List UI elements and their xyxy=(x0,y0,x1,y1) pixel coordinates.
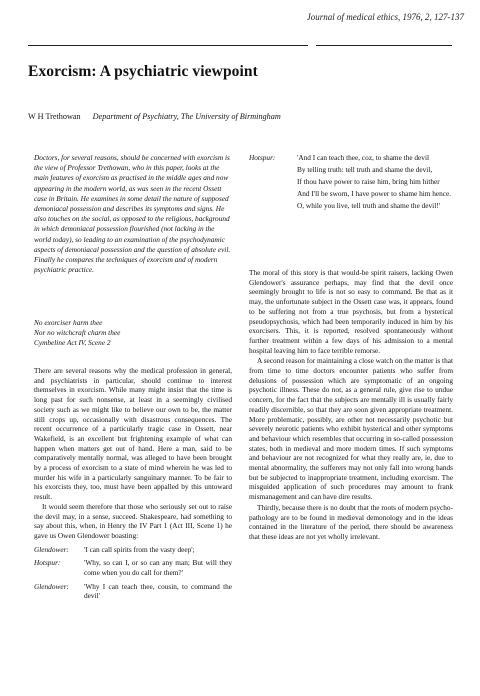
dialogue-line xyxy=(34,545,232,555)
play-quote xyxy=(249,153,453,212)
dialogue-text: 'Why I can teach thee, cousin, to command the devil' xyxy=(84,581,232,601)
abstract: Doctors, for several reasons, should be concerned with exorcism is the view of Professor Trethowan, who in this paper, looks at the main features of exorcism as practised in the middle ages and now appearing in the modern world, as was seen in the recent Ossett case in Britain. He examines in some detail the nature of supposed demoniacal possession and describes its symptoms and signs. He also touches on the social, as opposed to the religious, background in which demoniacal possession flourished (not lacking in the world today), so leading to an examination of the psychodynamic aspects of demoniacal possession and the question of absolute evil. Finally he compares the techniques of exorcism and of modern psychiatric practice. xyxy=(34,153,231,275)
author-name: W H Trethowan xyxy=(28,112,81,121)
epigraph-line: No exorciser harm thee xyxy=(34,318,103,327)
epigraph xyxy=(34,318,232,347)
dialogue-text: 'I can call spirits from the vasty deep'; xyxy=(84,544,195,554)
play-line: And I'll be sworn, I have power to shame him hence. xyxy=(297,188,452,198)
header-rule-right xyxy=(316,45,452,46)
dialogue-line xyxy=(34,582,232,601)
journal-citation: Journal of medical ethics, 1976, 2, 127-137 xyxy=(306,12,464,22)
play-line: By telling truth: tell truth and shame the devil, xyxy=(297,164,433,174)
dialogue-speaker: Hotspur: xyxy=(34,558,61,568)
dialogue-speaker: Hotspur: xyxy=(249,153,276,162)
play-line: O, while you live, tell truth and shame the devil!' xyxy=(297,200,440,210)
paragraph: It would seem therefore that those who seriously set out to raise the devil may, in a sense, succeed. Shakespeare, had something to say about this, when, in Henry the IV Part 1 (Act III, Scene 1) he gave us Owen Glendower boasting: xyxy=(34,501,232,540)
paragraph: The moral of this story is that would-be spirit raisers, lacking Owen Glendower's assurance perhaps, may find that the devil once seemingly brought to life is not so easy to command. Be that as it may, the unfortunate subject in the Ossett case was, it appears, found to be suffering not from a true psychosis, but from a hysterical pseudopsychosis, which had been temporarily induced in him by his exorcisers. This, it is reported, resolved spontaneously without further treatment within a few days of his admission to a mental hospital leaving him to face terrible remorse. xyxy=(249,268,453,355)
paragraph: Thirdly, because there is no doubt that the roots of modern psycho-pathology are to be found in medieval demonology and in the ideas contained in the literature of the period, there should be awareness that these ideas are not yet wholly irrelevant. xyxy=(249,502,453,541)
dialogue-speaker: Glendower: xyxy=(34,581,69,591)
dialogue-text: 'Why, so can I, or so can any man; But will they come when you do call for them?' xyxy=(84,558,232,578)
paragraph: A second reason for maintaining a close watch on the matter is that from time to time doctors encounter patients who suffer from delusions of possession which are symptomatic of an ongoing psychotic illness. These do not, as a general rule, give rise to undue concern, for the fact that the subjects are mentally ill is usually fairly readily discernible, so that they are soon given appropriate treatment. More problematic, possibly, are other not necessarily psychotic but severely neurotic patients who exhibit hysterical and other symptoms and behaviour which resembles that occurring in so-called possession states, both in medieval and more modern times. If such symptoms and behaviour are not recognized for what they really are, ie, due to mental abnormality, the sufferers may not only fall into wrong hands but be subjected to inappropriate treatment, including exorcism. The misguided application of such procedures may amount to frank mismanagement and can have dire results. xyxy=(249,356,453,502)
epigraph-line: Nor no witchcraft charm thee xyxy=(34,327,121,337)
author-affiliation: Department of Psychiatry, The University of Birmingham xyxy=(92,112,281,121)
play-line: If thou have power to raise him, bring him hither xyxy=(297,176,440,186)
dialogue-speaker: Glendower: xyxy=(34,544,69,554)
header-rule-left xyxy=(28,45,308,46)
play-lines xyxy=(297,153,453,212)
right-body xyxy=(249,268,453,543)
play-line: 'And I can teach thee, coz, to shame the devil xyxy=(297,153,429,162)
dialogue-line xyxy=(34,558,232,577)
byline xyxy=(28,112,281,121)
left-body xyxy=(34,366,232,601)
article-title: Exorcism: A psychiatric viewpoint xyxy=(28,63,258,80)
paragraph: There are several reasons why the medical profession in general, and psychiatrists in particular, should continue to interest themselves in exorcism. While many might insist that the time is long past for such nonsense, at least in a seemingly civilised society such as we might like to believe our own to be, the matter still crops up, occasionally with disastrous consequences. The recent occurrence of a particularly tragic case in Ossett, near Wakefield, is an excellent but frightening example of what can happen when matters get out of hand. Here a man, said to be comparatively mentally normal, was alleged to have been brought by a process of exorcism to a state of mind wherein he was led to murder his wife in a particularly sanguinary manner. To be fair to his exorcists they, too, must have been appalled by this untoward result. xyxy=(34,366,232,502)
epigraph-source: Cymbeline Act IV, Scene 2 xyxy=(34,337,111,347)
